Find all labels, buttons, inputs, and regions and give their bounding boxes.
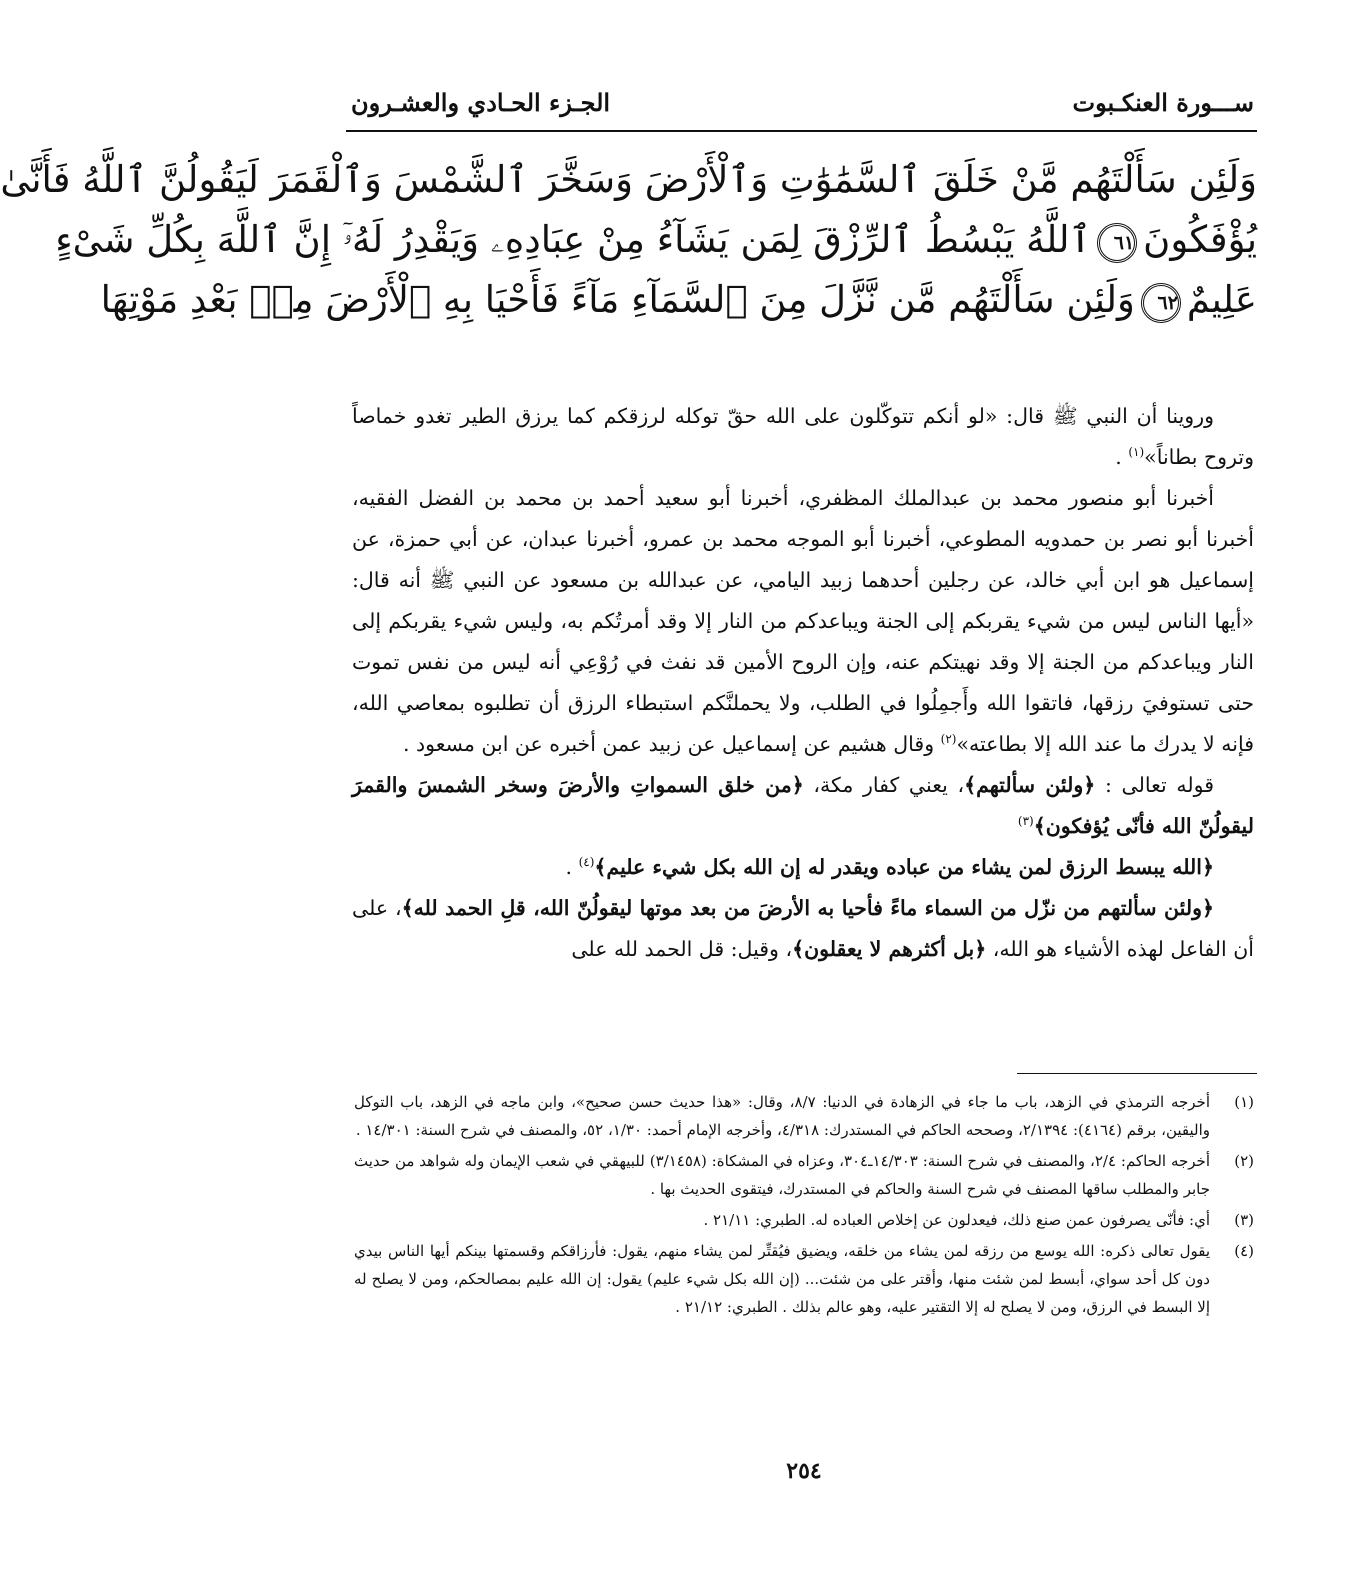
paragraph-end: وقال هشيم عن إسماعيل عن زبيد عمن أخبره عن ابن مسعود . [402, 732, 941, 756]
footnote-number: (١) [1234, 1093, 1254, 1111]
page-header [351, 82, 1254, 122]
ayah-number-61: ٦١ [1097, 223, 1137, 263]
footnote-text: أخرجه الحاكم: ٢/٤، والمصنف في شرح السنة: ١٤/٣٠٣ـ٣٠٤، وعزاه في المشكاة: (٣/١٤٥٨) للبيهقي في شعب الإيمان وله شواهد من حديث جابر والمطلب ساقها المصنف في شرح السنة والحاكم في المستدرك، فيتقوى الحديث بها . [354, 1152, 1210, 1198]
footnote-number: (٤) [1234, 1242, 1254, 1260]
footnote-3 [354, 1206, 1254, 1234]
header-divider [346, 130, 1257, 132]
paragraph-text: ، وقيل: قل الحمد لله على [571, 937, 793, 961]
quran-line-1: وَلَئِن سَأَلْتَهُم مَّنْ خَلَقَ ٱلسَّمَٰوَٰتِ وَٱلْأَرْضَ وَسَخَّرَ ٱلشَّمْسَ وَٱلْقَمَرَ لَيَقُولُنَّ ٱللَّهُ فَأَنَّىٰ [0, 158, 1257, 201]
footnotes [354, 1088, 1254, 1324]
ayah-number-62: ٦٢ [1141, 283, 1181, 323]
footnote-number: (٢) [1234, 1152, 1254, 1170]
paragraph-text: ، على أن الفاعل لهذه الأشياء هو الله، [352, 896, 1254, 961]
paragraph-text: ، يعني كفار مكة، [803, 773, 965, 797]
verse-quote: ﴿ولئن سألتهم من نزّل من السماء ماءً فأحيا به الأرضَ من بعد موتها ليقولُنّ الله، قلِ الحمد لله﴾ [401, 896, 1214, 920]
quran-line-3-rest: وَلَئِن سَأَلْتَهُم مَّن نَّزَّلَ مِنَ ٱلسَّمَآءِ مَآءً فَأَحْيَا بِهِ ٱلْأَرْضَ مِنۢ بَعْدِ مَوْتِهَا [100, 278, 1135, 321]
paragraph-hadith-tawakkul [352, 396, 1254, 478]
paragraph-end: . [1115, 445, 1129, 469]
footnote-text: أي: فأنّى يصرفون عمن صنع ذلك، فيعدلون عن إخلاص العباده له. الطبري: ٢١/١١ . [703, 1211, 1210, 1229]
paragraph-text: وروينا أن النبي ﷺ قال: «لو أنكم تتوكّلون على الله حقّ توكله لرزقكم كما يرزق الطير تغدو خماصاً وتروح بطاناً» [352, 404, 1254, 469]
footnote-ref-1[interactable]: (١) [1128, 445, 1145, 460]
commentary-text [352, 396, 1254, 970]
footnote-text: يقول تعالى ذكره: الله يوسع من رزقه لمن يشاء من خلقه، ويضيق فيُقتِّر لمن يشاء منهم، يقول: فأرزاقكم وقسمتها بينكم أيها الناس بيدي دون كل أحد سواي، أبسط لمن شئت منها، وأقتر على من شئت... (إن الله بكل شيء عليم) يقول: إن الله عليم بمصالحكم، ومن لا يصلح له إلا البسط في الرزق، ومن لا يصلح له إلا التقتير عليه، وهو عالم بذلك . الطبري: ٢١/١٢ . [354, 1242, 1210, 1316]
paragraph-verse-62 [352, 847, 1254, 888]
quran-line-2-start: يُؤْفَكُونَ [1143, 218, 1257, 261]
quran-verses [0, 150, 1257, 330]
footnote-number: (٣) [1234, 1211, 1254, 1229]
paragraph-text: قوله تعالى : [1095, 773, 1214, 797]
quran-line-3-start: عَلِيمٌ [1186, 278, 1257, 321]
verse-quote: ﴿بل أكثرهم لا يعقلون﴾ [792, 937, 987, 961]
paragraph-tafsir-63 [352, 888, 1254, 970]
footnote-ref-4[interactable]: (٤) [578, 855, 595, 870]
quran-line-2-rest: ٱللَّهُ يَبْسُطُ ٱلرِّزْقَ لِمَن يَشَآءُ مِنْ عِبَادِهِۦ وَيَقْدِرُ لَهُۥٓ إِنَّ ٱللَّهَ بِكُلِّ شَىْءٍ [55, 218, 1092, 261]
verse-quote: ﴿الله يبسط الرزق لمن يشاء من عباده ويقدر له إن الله بكل شيء عليم﴾ [594, 855, 1214, 879]
footnote-ref-2[interactable]: (٢) [940, 732, 957, 747]
quran-line-3 [100, 270, 1257, 330]
paragraph-isnad [352, 478, 1254, 765]
footnote-text: أخرجه الترمذي في الزهد، باب ما جاء في الزهادة في الدنيا: ٨/٧، وقال: «هذا حديث حسن صحيح»، وابن ماجه في الزهد، باب التوكل واليقين، برقم (٤١٦٤): ٢/١٣٩٤، وصححه الحاكم في المستدرك: ٤/٣١٨، وأخرجه الإمام أحمد: ١/٣٠، ٥٢، والمصنف في شرح السنة: ١٤/٣٠١ . [354, 1093, 1210, 1139]
paragraph-text: أخبرنا أبو منصور محمد بن عبدالملك المظفري، أخبرنا أبو سعيد أحمد بن محمد بن الفضل الفقيه، أخبرنا أبو نصر بن حمدويه المطوعي، أخبرنا أبو الموجه محمد بن عمرو، أخبرنا عبدان، عن أبي حمزة، عن إسماعيل هو ابن أبي خالد، عن رجلين أحدهما زبيد اليامي، عن عبدالله بن مسعود عن النبي ﷺ أنه قال: «أيها الناس ليس من شيء يقربكم إلى الجنة ويباعدكم من النار إلا وقد أمرتُكم به، وليس شيء يقربكم إلى النار ويباعدكم من الجنة إلا وقد نهيتكم عنه، وإن الروح الأمين قد نفث في رُوْعِي أنه ليس من نفس تموت حتى تستوفيَ رزقها، فاتقوا الله وأَجمِلُوا في الطلب، ولا يحملنَّكم استبطاء الرزق أن تطلبوه بمعاصي الله، فإنه لا يدرك ما عند الله إلا بطاعته» [352, 486, 1254, 756]
verse-quote: ﴿ولئن سألتهم﴾ [964, 773, 1096, 797]
surah-title: ســـورة العنكـبوت [1072, 87, 1254, 117]
verse-quote: ﴿من خلق السمواتِ والأرضَ وسخر الشمسَ والقمرَ ليقولُنّ الله فأنّى يُؤفكون﴾ [352, 773, 1254, 838]
quran-line-2 [55, 210, 1257, 270]
footnote-2 [354, 1147, 1254, 1203]
paragraph-tafsir-61 [352, 765, 1254, 847]
juz-title: الجـزء الحـادي والعشـرون [351, 87, 611, 117]
footnote-ref-3[interactable]: (٣) [1017, 814, 1034, 829]
page-number: ٢٥٤ [786, 1458, 822, 1484]
paragraph-end: . [565, 855, 579, 879]
footnote-1 [354, 1088, 1254, 1144]
footnote-4 [354, 1237, 1254, 1321]
footnote-divider [1017, 1073, 1257, 1074]
